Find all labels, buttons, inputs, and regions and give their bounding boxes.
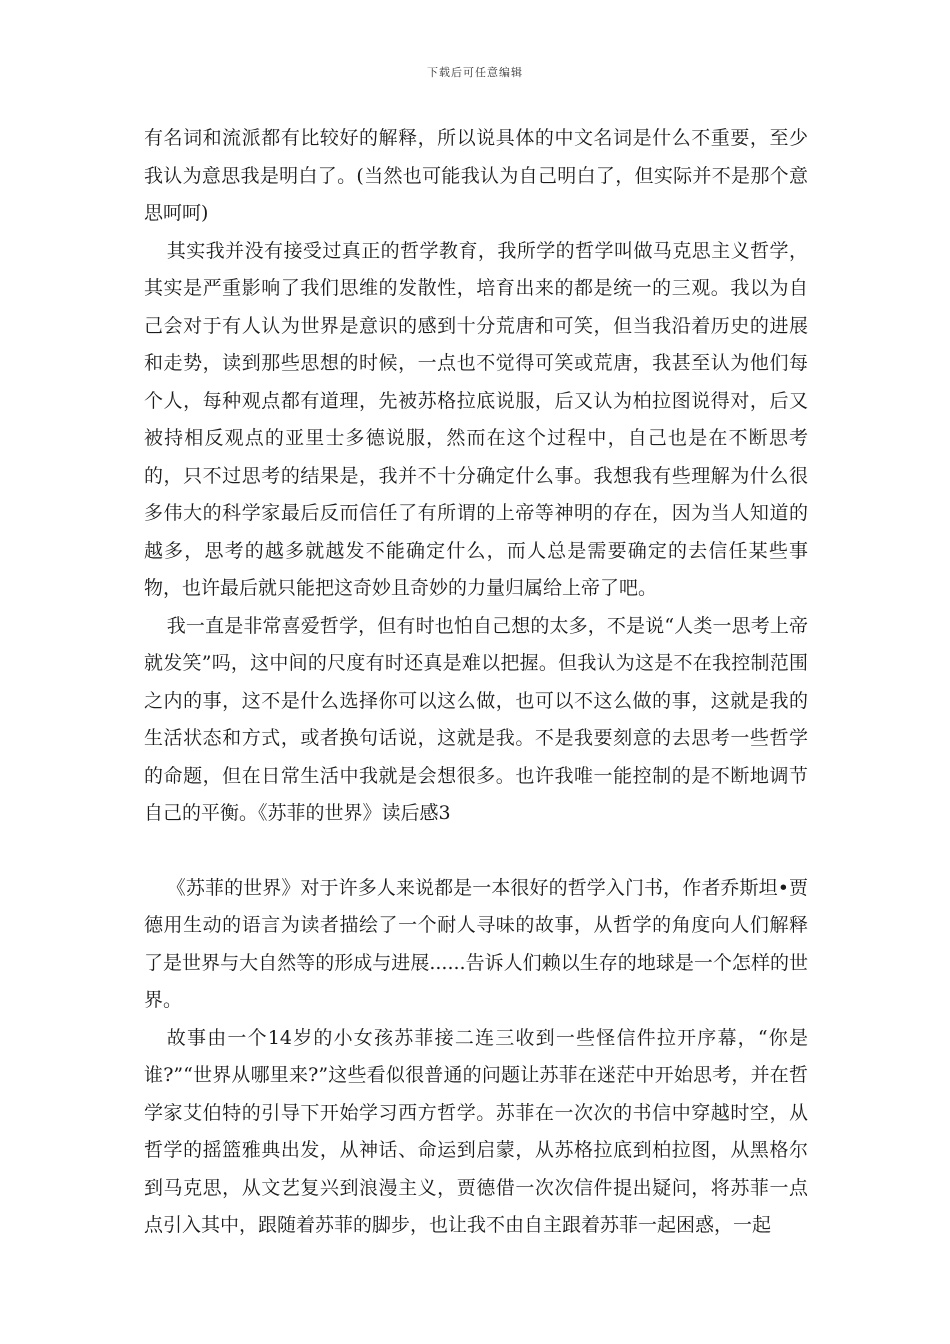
paragraph-love-philosophy: 我一直是非常喜爱哲学，但有时也怕自己想的太多，不是说“人类一思考上帝就发笑”吗，这中间的尺度有时还真是难以把握。但我认为这是不在我控制范围之内的事，这不是什么选择你可以这么做，也可以不这么做的事，这就是我的生活状态和方式，或者换句话说，这就是我。不是我要刻意的去思考一些哲学的命题，但在日常生活中我就是会想很多。也许我唯一能控制的是不断地调节自己的平衡。《苏菲的世界》读后感3 [144,614,808,824]
paragraph-philosophy-education: 其实我并没有接受过真正的哲学教育，我所学的哲学叫做马克思主义哲学，其实是严重影响了我们思维的发散性，培育出来的都是统一的三观。我以为自己会对于有人认为世界是意识的感到十分荒唐和可笑，但当我沿着历史的进展和走势，读到那些思想的时候，一点也不觉得可笑或荒唐，我甚至认为他们每个人，每种观点都有道理，先被苏格拉底说服，后又认为柏拉图说得对，后又被持相反观点的亚里士多德说服，然而在这个过程中，自己也是在不断思考的，只不过思考的结果是，我并不十分确定什么事。我想我有些理解为什么很多伟大的科学家最后反而信任了有所谓的上帝等神明的存在，因为当人知道的越多，思考的越多就越发不能确定什么，而人总是需要确定的去信任某些事物，也许最后就只能把这奇妙且奇妙的力量归属给上帝了吧。 [144,239,808,599]
page-header: 下载后可任意编辑 [427,66,523,79]
paragraph-continued: 有名词和流派都有比较好的解释，所以说具体的中文名词是什么不重要，至少我认为意思我是明白了。(当然也可能我认为自己明白了，但实际并不是那个意思呵呵) [144,127,808,224]
document-body [144,120,808,1245]
paragraph-gap [144,833,808,870]
paragraph-book-intro: 《苏菲的世界》对于许多人来说都是一本很好的哲学入门书，作者乔斯坦•贾德用生动的语言为读者描绘了一个耐人寻味的故事，从哲学的角度向人们解释了是世界与大自然等的形成与进展......告诉人们赖以生存的地球是一个怎样的世界。 [144,876,808,1011]
paragraph-story-summary: 故事由一个14岁的小女孩苏菲接二连三收到一些怪信件拉开序幕，“你是谁?”“世界从哪里来?”这些看似很普通的问题让苏菲在迷茫中开始思考，并在哲学家艾伯特的引导下开始学习西方哲学。苏菲在一次次的书信中穿越时空，从哲学的摇篮雅典出发，从神话、命运到启蒙，从苏格拉底到柏拉图，从黑格尔到马克思，从文艺复兴到浪漫主义，贾德借一次次信件提出疑问，将苏菲一点点引入其中，跟随着苏菲的脚步，也让我不由自主跟着苏菲一起困惑，一起 [144,1026,808,1236]
